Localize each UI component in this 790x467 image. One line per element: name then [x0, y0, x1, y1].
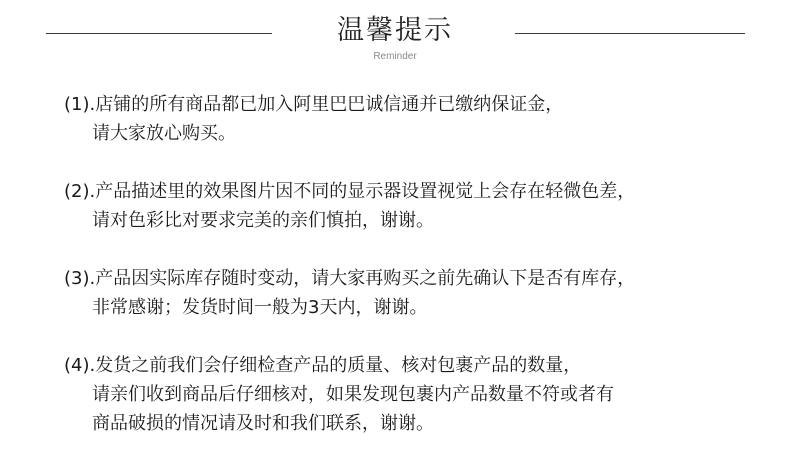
reminder-header [0, 0, 790, 70]
notice-line: 商品破损的情况请及时和我们联系，谢谢。 [92, 413, 434, 434]
notice-item-2 [64, 177, 764, 235]
header-right-divider [515, 33, 745, 34]
notice-item-4 [64, 351, 764, 438]
notice-line: 请对色彩比对要求完美的亲们慎拍，谢谢。 [92, 210, 434, 231]
notice-line: (1).店铺的所有商品都已加入阿里巴巴诚信通并已缴纳保证金， [64, 94, 564, 115]
notice-item-3 [64, 264, 764, 322]
notice-line: 请亲们收到商品后仔细核对，如果发现包裹内产品数量不符或者有 [92, 384, 614, 405]
notice-line: 非常感谢；发货时间一般为3天内，谢谢。 [92, 297, 428, 318]
notice-line: (3).产品因实际库存随时变动，请大家再购买之前先确认下是否有库存， [64, 268, 636, 289]
notice-line: (2).产品描述里的效果图片因不同的显示器设置视觉上会存在轻微色差， [64, 181, 636, 202]
notice-item-1 [64, 90, 764, 148]
notice-line: 请大家放心购买。 [92, 123, 236, 144]
page-title: 温馨提示 [337, 15, 453, 46]
notice-line: (4).发货之前我们会仔细检查产品的质量、核对包裹产品的数量， [64, 355, 582, 376]
page-subtitle: Reminder [373, 51, 417, 62]
notice-list [64, 90, 764, 467]
